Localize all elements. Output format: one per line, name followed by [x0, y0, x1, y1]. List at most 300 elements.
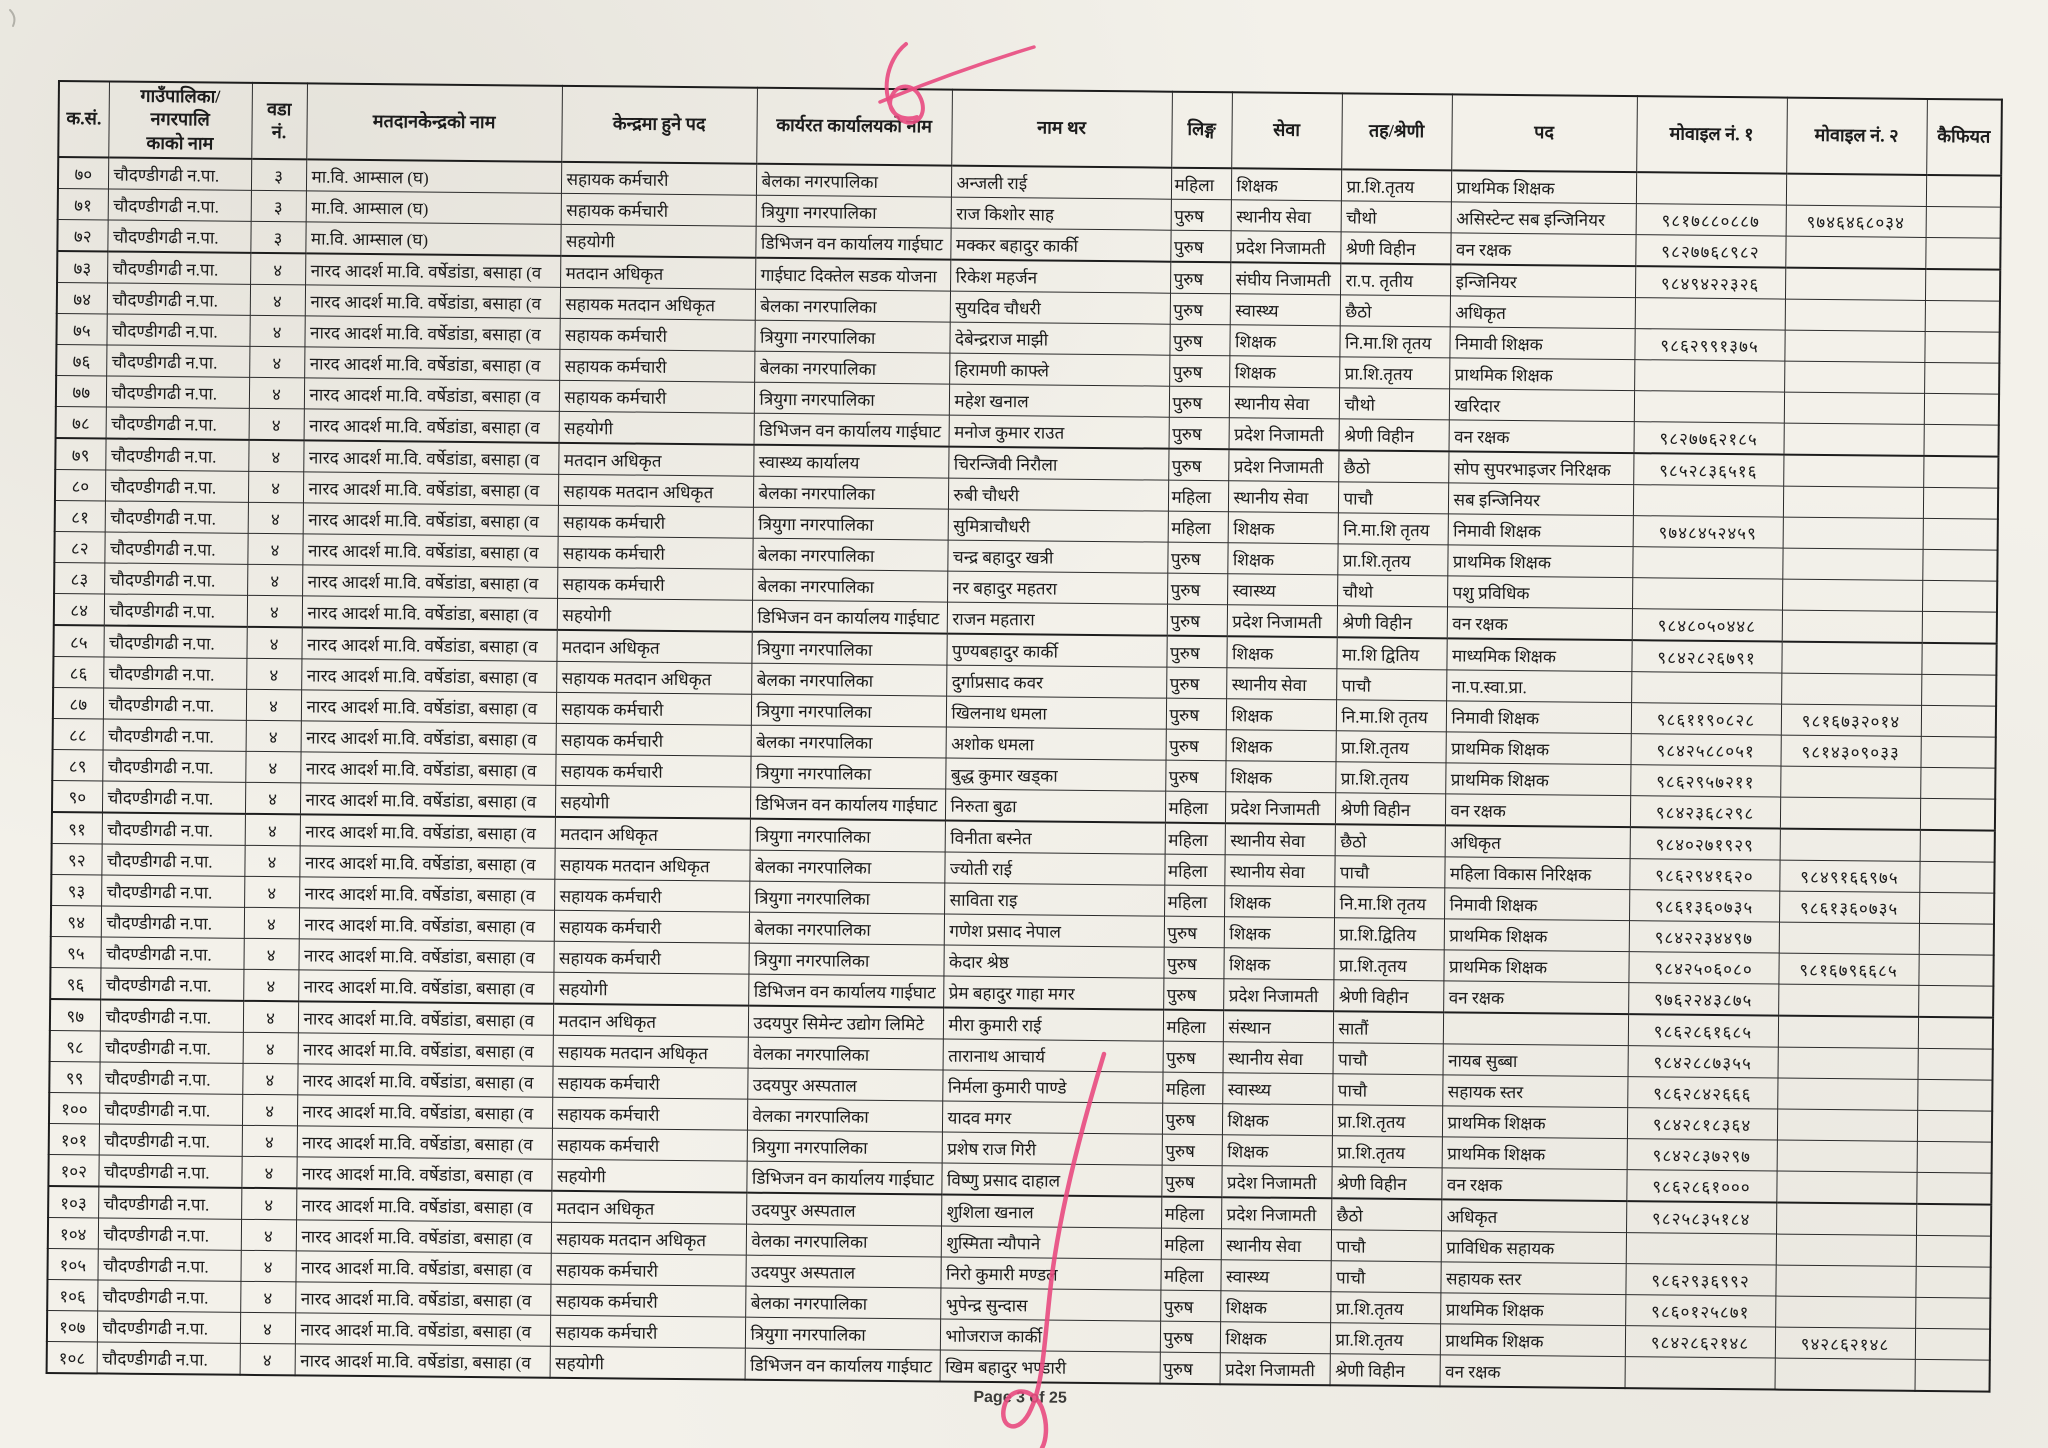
cell-name: विष्णु प्रसाद दाहाल: [941, 1163, 1161, 1197]
cell-name: मीरा कुमारी राई: [943, 1008, 1163, 1042]
cell-service: शिक्षक: [1225, 761, 1335, 793]
cell-ward: ४: [244, 907, 299, 939]
cell-ward: ३: [251, 191, 306, 223]
cell-mobile2: [1778, 984, 1918, 1017]
cell-ward: ४: [246, 690, 301, 722]
cell-gender: पुरुष: [1160, 1290, 1220, 1322]
cell-ward: ४: [244, 845, 299, 877]
header-serial-number: क.सं.: [58, 81, 109, 158]
cell-remark: [1919, 862, 1994, 894]
cell-remark: [1915, 1298, 1990, 1330]
cell-service: स्थानीय सेवा: [1226, 668, 1336, 700]
cell-service: शिक्षक: [1226, 699, 1336, 731]
cell-service: स्वास्थ्य: [1230, 294, 1340, 326]
cell-municipality: चौदण्डीगढी न.पा.: [104, 563, 247, 595]
cell-ward: ४: [249, 378, 304, 410]
cell-gender: पुरुष: [1160, 1352, 1220, 1384]
cell-ward: ४: [242, 1125, 297, 1157]
cell-name: मनोज कुमार राउत: [949, 415, 1169, 449]
cell-center: नारद आदर्श मा.वि. वर्षेडांडा, बसाहा (व: [304, 347, 559, 380]
cell-center: नारद आदर्श मा.वि. वर्षेडांडा, बसाहा (व: [302, 596, 557, 630]
cell-center: नारद आदर्श मा.वि. वर्षेडांडा, बसाहा (व: [296, 1189, 551, 1223]
cell-level: पाचौ: [1334, 856, 1444, 888]
cell-post: प्राथमिक शिक्षक: [1443, 950, 1628, 983]
cell-sn: ८९: [52, 750, 102, 781]
cell-service: शिक्षक: [1222, 1104, 1332, 1136]
cell-ward: ४: [247, 534, 302, 566]
cell-office: त्रियुगा नगरपालिका: [753, 507, 948, 540]
cell-remark: [1921, 675, 1996, 707]
header-post: पद: [1451, 94, 1637, 172]
cell-office: उदयपुर सिमेन्ट उद्योग लिमिटे: [748, 1006, 943, 1039]
cell-mobile1: ९८६२८६१०००: [1626, 1170, 1776, 1203]
cell-ward: ४: [241, 1219, 296, 1251]
cell-role: सहयोगी: [555, 785, 750, 818]
cell-post: असिस्टेन्ट सब इन्जिनियर: [1451, 202, 1636, 235]
cell-role: मतदान अधिकृत: [558, 443, 753, 476]
cell-mobile1: ९८४२८३७२९७: [1627, 1139, 1777, 1171]
cell-remark: [1919, 893, 1994, 925]
cell-sn: ७६: [56, 345, 106, 376]
cell-mobile1: [1632, 578, 1782, 610]
cell-post: ना.प.स्वा.प्रा.: [1446, 670, 1631, 703]
cell-mobile1: [1625, 1357, 1775, 1390]
cell-remark: [1925, 238, 2000, 270]
cell-role: सहायक कर्मचारी: [554, 879, 749, 912]
cell-office: बेलका नगरपालिका: [752, 538, 947, 571]
cell-municipality: चौदण्डीगढी न.पा.: [103, 657, 246, 689]
cell-sn: ७०: [58, 157, 108, 189]
cell-remark: [1920, 737, 1995, 769]
cell-mobile2: [1777, 1078, 1917, 1110]
cell-municipality: चौदण्डीगढी न.पा.: [100, 1000, 243, 1033]
cell-remark: [1923, 425, 1998, 457]
cell-service: प्रदेश निजामती: [1220, 1353, 1330, 1386]
cell-post: वन रक्षक: [1445, 794, 1630, 827]
cell-center: नारद आदर्श मा.वि. वर्षेडांडा, बसाहा (व: [295, 1251, 550, 1284]
cell-municipality: चौदण्डीगढी न.पा.: [98, 1187, 241, 1220]
cell-remark: [1924, 363, 1999, 395]
cell-mobile2: [1782, 579, 1922, 611]
cell-role: सहायक मतदान अधिकृत: [551, 1222, 746, 1255]
cell-service: प्रदेश निजामती: [1230, 231, 1340, 264]
cell-mobile1: ९८४२३६८२९८: [1630, 796, 1780, 829]
table-body: [47, 157, 2002, 1392]
cell-post: प्राथमिक शिक्षक: [1442, 1137, 1627, 1170]
cell-name: यादव मगर: [942, 1101, 1162, 1134]
cell-name: भाोजराज कार्की: [940, 1319, 1160, 1352]
cell-municipality: चौदण्डीगढी न.पा.: [106, 376, 249, 408]
cell-office: बेलका नगरपालिका: [751, 663, 946, 696]
cell-level: प्रा.शि.तृतय: [1339, 357, 1449, 389]
cell-ward: ४: [249, 409, 304, 441]
cell-name: भुपेन्द्र सुन्दास: [940, 1288, 1160, 1321]
cell-role: सहायक कर्मचारी: [556, 723, 751, 756]
cell-sn: ८२: [54, 532, 104, 563]
cell-name: पुण्यबहादुर कार्की: [946, 634, 1166, 668]
cell-municipality: चौदण्डीगढी न.पा.: [103, 688, 246, 720]
cell-municipality: चौदण्डीगढी न.पा.: [100, 1031, 243, 1063]
cell-ward: ४: [241, 1156, 296, 1188]
cell-center: नारद आदर्श मा.वि. वर्षेडांडा, बसाहा (व: [295, 1313, 550, 1346]
polling-staff-table: [46, 80, 2003, 1393]
scanned-table-region: [46, 80, 2003, 1407]
cell-sn: १०५: [47, 1249, 97, 1280]
cell-ward: ४: [246, 659, 301, 691]
cell-office: डिभिजन वन कार्यालय गाईघाट: [750, 787, 945, 820]
cell-level: श्रेणी विहीन: [1337, 606, 1447, 639]
cell-mobile2: ९८१६७३२०१४: [1781, 704, 1921, 736]
cell-mobile1: [1634, 360, 1784, 392]
cell-role: सहायक कर्मचारी: [559, 318, 754, 351]
cell-service: संघीय निजामती: [1230, 262, 1340, 295]
cell-service: स्थानीय सेवा: [1223, 1042, 1333, 1074]
cell-municipality: चौदण्डीगढी न.पा.: [100, 968, 243, 1001]
cell-post: वन रक्षक: [1441, 1168, 1626, 1201]
cell-center: नारद आदर्श मा.वि. वर्षेडांडा, बसाहा (व: [295, 1282, 550, 1315]
cell-sn: १०६: [47, 1280, 97, 1311]
cell-service: स्थानीय सेवा: [1225, 823, 1335, 856]
cell-ward: ४: [240, 1281, 295, 1313]
cell-gender: पुरुष: [1170, 262, 1230, 294]
cell-remark: [1918, 1017, 1993, 1049]
cell-municipality: चौदण्डीगढी न.पा.: [106, 314, 249, 346]
cell-municipality: चौदण्डीगढी न.पा.: [98, 1155, 241, 1188]
cell-mobile2: [1783, 486, 1923, 518]
cell-level: प्रा.शि.तृतय: [1336, 731, 1446, 763]
cell-municipality: चौदण्डीगढी न.पा.: [103, 626, 246, 659]
cell-service: शिक्षक: [1226, 730, 1336, 762]
cell-gender: पुरुष: [1166, 729, 1226, 761]
cell-post: प्राथमिक शिक्षक: [1447, 545, 1632, 578]
cell-post: नायब सुब्बा: [1443, 1044, 1628, 1077]
cell-remark: [1923, 456, 1998, 488]
cell-post: प्राथमिक शिक्षक: [1445, 763, 1630, 796]
cell-center: नारद आदर्श मा.वि. वर्षेडांडा, बसाहा (व: [300, 783, 555, 817]
cell-office: त्रियुगा नगरपालिका: [754, 382, 949, 415]
cell-mobile2: [1785, 299, 1925, 331]
cell-gender: पुरुष: [1166, 667, 1226, 699]
cell-center: नारद आदर्श मा.वि. वर्षेडांडा, बसाहा (व: [296, 1157, 551, 1191]
cell-mobile2: [1778, 1016, 1918, 1049]
cell-sn: ९३: [51, 875, 101, 906]
cell-municipality: चौदण्डीगढी न.पा.: [106, 345, 249, 377]
cell-office: डिभिजन वन कार्यालय गाईघाट: [755, 226, 950, 259]
cell-center: नारद आदर्श मा.वि. वर्षेडांडा, बसाहा (व: [298, 939, 553, 972]
cell-municipality: चौदण्डीगढी न.पा.: [108, 158, 251, 191]
cell-office: वेलका नगरपालिका: [748, 1037, 943, 1070]
cell-name: शुस्मिता न्यौपाने: [941, 1226, 1161, 1259]
cell-name: साविता राइ: [944, 883, 1164, 916]
cell-name: निरुता बुढा: [945, 789, 1165, 823]
cell-post: सहायक स्तर: [1440, 1262, 1625, 1295]
cell-center: नारद आदर्श मा.वि. वर्षेडांडा, बसाहा (व: [305, 254, 560, 288]
cell-post: पशु प्रविधिक: [1447, 576, 1632, 609]
cell-service: स्थानीय सेवा: [1221, 1229, 1331, 1261]
cell-level: प्रा.शि.तृतय: [1335, 762, 1445, 794]
cell-mobile1: ९७४८४५२४५९: [1633, 516, 1783, 548]
cell-sn: ८८: [53, 719, 103, 750]
cell-post: अधिकृत: [1441, 1200, 1626, 1233]
cell-gender: महिला: [1171, 168, 1231, 200]
cell-office: गाईघाट दिक्तेल सडक योजना: [755, 258, 950, 291]
cell-office: त्रियुगा नगरपालिका: [747, 1130, 942, 1163]
cell-mobile2: [1777, 1047, 1917, 1079]
cell-post: निमावी शिक्षक: [1446, 701, 1631, 734]
cell-remark: [1924, 394, 1999, 426]
cell-mobile2: ९८४९१६६९७५: [1779, 860, 1919, 892]
cell-mobile1: [1633, 485, 1783, 517]
cell-municipality: चौदण्डीगढी न.पा.: [102, 781, 245, 814]
cell-remark: [1924, 332, 1999, 364]
cell-name: बुद्ध कुमार खड्का: [945, 758, 1165, 791]
cell-name: निर्मला कुमारी पाण्डे: [942, 1070, 1162, 1103]
cell-remark: [1923, 519, 1998, 551]
cell-office: त्रियुगा नगरपालिका: [750, 756, 945, 789]
cell-office: डिभिजन वन कार्यालय गाईघाट: [746, 1161, 941, 1194]
cell-ward: ३: [250, 222, 305, 254]
cell-role: सहयोगी: [551, 1159, 746, 1192]
cell-post: सोप सुपरभाइजर निरिक्षक: [1448, 452, 1633, 485]
cell-level: श्रेणी विहीन: [1333, 980, 1443, 1013]
cell-name: प्रेम बहादुर गाहा मगर: [943, 976, 1163, 1010]
cell-role: सहायक मतदान अधिकृत: [556, 661, 751, 694]
cell-sn: ९९: [49, 1062, 99, 1093]
cell-level: श्रेणी विहीन: [1340, 232, 1450, 265]
cell-municipality: चौदण्डीगढी न.पा.: [99, 1093, 242, 1125]
cell-mobile1: ९८५२८३६५१६: [1633, 453, 1783, 486]
cell-mobile1: ९८४२५८८०५१: [1630, 734, 1780, 766]
cell-gender: महिला: [1163, 1010, 1223, 1042]
cell-service: शिक्षक: [1231, 168, 1341, 201]
cell-sn: ७९: [55, 438, 105, 470]
cell-post: प्राविधिक सहायक: [1441, 1231, 1626, 1264]
cell-level: छैठो: [1338, 450, 1448, 483]
cell-office: डिभिजन वन कार्यालय गाईघाट: [748, 974, 943, 1007]
cell-level: प्रा.शि.तृतय: [1330, 1292, 1440, 1324]
cell-service: शिक्षक: [1220, 1322, 1330, 1354]
cell-remark: [1919, 924, 1994, 956]
cell-gender: महिला: [1168, 480, 1228, 512]
cell-mobile2: [1780, 797, 1920, 830]
cell-center: नारद आदर्श मा.वि. वर्षेडांडा, बसाहा (व: [300, 815, 555, 849]
cell-gender: पुरुष: [1162, 1103, 1222, 1135]
cell-center: नारद आदर्श मा.वि. वर्षेडांडा, बसाहा (व: [298, 1033, 553, 1066]
cell-gender: पुरुष: [1163, 1041, 1223, 1073]
cell-sn: १०३: [48, 1186, 98, 1218]
cell-role: सहयोगी: [557, 598, 752, 631]
cell-sn: ८३: [54, 563, 104, 594]
cell-mobile1: ९८४२२३४४९७: [1629, 921, 1779, 953]
cell-service: शिक्षक: [1229, 356, 1339, 388]
cell-role: सहायक कर्मचारी: [557, 567, 752, 600]
cell-office: डिभिजन वन कार्यालय गाईघाट: [754, 413, 949, 446]
cell-mobile1: ९८६२८६१६८५: [1628, 1014, 1778, 1047]
cell-level: नि.मा.शि तृतय: [1336, 700, 1446, 732]
cell-office: डिभिजन वन कार्यालय गाईघाट: [752, 600, 947, 633]
cell-sn: ७२: [57, 220, 107, 252]
cell-center: नारद आदर्श मा.वि. वर्षेडांडा, बसाहा (व: [302, 534, 557, 567]
cell-service: प्रदेश निजामती: [1229, 418, 1339, 451]
cell-gender: पुरुष: [1169, 355, 1229, 387]
cell-gender: पुरुष: [1163, 947, 1223, 979]
cell-ward: ४: [242, 1063, 297, 1095]
cell-gender: पुरुष: [1164, 916, 1224, 948]
cell-gender: पुरुष: [1166, 698, 1226, 730]
cell-mobile2: [1785, 268, 1925, 301]
cell-post: प्राथमिक शिक्षक: [1442, 1106, 1627, 1139]
cell-role: सहायक मतदान अधिकृत: [553, 1035, 748, 1068]
cell-service: संस्थान: [1223, 1010, 1333, 1043]
cell-service: स्वास्थ्य: [1227, 574, 1337, 606]
header-mobile-2: मोवाइल नं. २: [1786, 98, 1927, 176]
cell-center: नारद आदर्श मा.वि. वर्षेडांडा, बसाहा (व: [302, 565, 557, 598]
cell-level: चौथो: [1337, 575, 1447, 607]
cell-post: वन रक्षक: [1448, 420, 1633, 453]
cell-mobile2: [1782, 548, 1922, 580]
header-municipality: गाउँपालिका/नगरपालि काको नाम: [108, 81, 252, 159]
cell-name: खिलनाथ धमला: [946, 696, 1166, 729]
cell-mobile1: ९८४२८८७३५५: [1628, 1046, 1778, 1078]
cell-municipality: चौदण्डीगढी न.पा.: [97, 1249, 240, 1281]
cell-service: शिक्षक: [1220, 1291, 1330, 1323]
cell-role: मतदान अधिकृत: [556, 630, 751, 663]
cell-office: उदयपुर अस्पताल: [746, 1193, 941, 1226]
cell-sn: १००: [49, 1093, 99, 1124]
cell-remark: [1916, 1173, 1991, 1205]
cell-ward: ४: [245, 814, 300, 846]
cell-sn: १०४: [48, 1218, 98, 1249]
cell-gender: पुरुष: [1170, 230, 1230, 262]
cell-municipality: चौदण्डीगढी न.पा.: [106, 407, 249, 440]
cell-level: प्रा.शि.तृतय: [1332, 1136, 1442, 1168]
cell-remark: [1925, 301, 2000, 333]
cell-ward: ४: [249, 347, 304, 379]
cell-remark: [1921, 706, 1996, 738]
cell-mobile2: [1783, 455, 1923, 488]
cell-service: प्रदेश निजामती: [1221, 1197, 1331, 1230]
cell-mobile1: ९८४२८६२१४८: [1625, 1326, 1775, 1358]
cell-service: शिक्षक: [1228, 512, 1338, 544]
page-number-label: Page 3 of 25: [973, 1388, 1067, 1407]
cell-municipality: चौदण्डीगढी न.पा.: [98, 1218, 241, 1250]
cell-gender: महिला: [1161, 1197, 1221, 1229]
cell-level: प्रा.शि.तृतय: [1337, 544, 1447, 576]
cell-remark: [1915, 1267, 1990, 1299]
cell-remark: [1925, 269, 2000, 301]
cell-remark: [1917, 1142, 1992, 1174]
cell-mobile2: [1784, 330, 1924, 362]
cell-mobile2: ९४२८६२१४८: [1775, 1327, 1915, 1359]
cell-mobile2: [1777, 1109, 1917, 1141]
cell-center: नारद आदर्श मा.वि. वर्षेडांडा, बसाहा (व: [297, 1095, 552, 1128]
cell-municipality: चौदण्डीगढी न.पा.: [104, 594, 247, 627]
cell-gender: पुरुष: [1167, 573, 1227, 605]
cell-ward: ४: [250, 253, 305, 285]
cell-municipality: चौदण्डीगढी न.पा.: [97, 1342, 240, 1375]
cell-role: सहायक कर्मचारी: [559, 349, 754, 382]
cell-post: माध्यमिक शिक्षक: [1446, 639, 1631, 672]
cell-role: सहायक कर्मचारी: [558, 505, 753, 538]
cell-gender: महिला: [1161, 1228, 1221, 1260]
cell-post: खरिदार: [1449, 389, 1634, 422]
cell-office: बेलका नगरपालिका: [749, 850, 944, 883]
cell-mobile1: [1632, 547, 1782, 579]
cell-mobile2: [1775, 1296, 1915, 1328]
cell-name: रिकेश महर्जन: [950, 260, 1170, 294]
cell-ward: ४: [241, 1188, 296, 1220]
cell-mobile1: [1631, 672, 1781, 704]
cell-level: प्रा.शि.तृतय: [1332, 1105, 1442, 1137]
cell-gender: पुरुष: [1168, 449, 1228, 481]
cell-mobile1: ९८१७८८०८८७: [1636, 204, 1786, 236]
cell-gender: महिला: [1164, 854, 1224, 886]
cell-office: बेलका नगरपालिका: [753, 476, 948, 509]
cell-name: सुमित्राचौधरी: [948, 509, 1168, 542]
cell-post: वन रक्षक: [1450, 233, 1635, 266]
cell-level: पाचौ: [1336, 669, 1446, 701]
cell-service: शिक्षक: [1222, 1135, 1332, 1167]
cell-office: वेलका नगरपालिका: [746, 1224, 941, 1257]
cell-mobile1: ९८२५८३५१८४: [1626, 1201, 1776, 1234]
cell-office: बेलका नगरपालिका: [755, 289, 950, 322]
cell-mobile1: ९८६२९५७२११: [1630, 765, 1780, 797]
cell-ward: ४: [242, 1094, 297, 1126]
cell-mobile2: [1783, 423, 1923, 456]
cell-gender: पुरुष: [1170, 293, 1230, 325]
cell-mobile1: [1626, 1233, 1776, 1265]
cell-sn: ८४: [54, 594, 104, 626]
cell-sn: ९७: [50, 999, 100, 1031]
cell-level: पाचौ: [1331, 1230, 1441, 1262]
cell-remark: [1918, 986, 1993, 1018]
cell-level: प्रा.शि.तृतय: [1341, 169, 1451, 202]
cell-gender: पुरुष: [1169, 386, 1229, 418]
cell-role: सहायक कर्मचारी: [552, 1128, 747, 1161]
cell-post: निमावी शिक्षक: [1448, 514, 1633, 547]
cell-level: प्रा.शि.द्वितिय: [1334, 918, 1444, 950]
cell-post: अधिकृत: [1445, 826, 1630, 859]
cell-remark: [1917, 1111, 1992, 1143]
cell-role: सहयोगी: [553, 972, 748, 1005]
cell-office: डिभिजन वन कार्यालय गाईघाट: [745, 1348, 940, 1381]
cell-name: गणेश प्रसाद नेपाल: [944, 914, 1164, 947]
cell-service: शिक्षक: [1227, 543, 1337, 575]
cell-post: प्राथमिक शिक्षक: [1449, 358, 1634, 391]
cell-office: उदयपुर अस्पताल: [745, 1255, 940, 1288]
cell-name: केदार श्रेष्ठ: [943, 945, 1163, 978]
cell-municipality: चौदण्डीगढी न.पा.: [101, 906, 244, 938]
cell-role: सहायक कर्मचारी: [557, 536, 752, 569]
cell-ward: ३: [251, 159, 306, 191]
header-full-name: नाम थर: [951, 90, 1172, 168]
cell-level: छैठो: [1340, 295, 1450, 327]
cell-mobile1: ९८२७७६८९८२: [1635, 235, 1785, 268]
cell-role: सहायक कर्मचारी: [556, 692, 751, 725]
cell-mobile2: [1781, 673, 1921, 705]
cell-gender: पुरुष: [1160, 1321, 1220, 1353]
cell-post: निमावी शिक्षक: [1449, 327, 1634, 360]
cell-gender: पुरुष: [1169, 324, 1229, 356]
cell-service: स्थानीय सेवा: [1224, 855, 1334, 887]
cell-gender: महिला: [1168, 511, 1228, 543]
cell-service: स्वास्थ्य: [1222, 1073, 1332, 1105]
cell-ward: ४: [248, 503, 303, 535]
cell-sn: ७८: [56, 407, 106, 439]
cell-center: नारद आदर्श मा.वि. वर्षेडांडा, बसाहा (व: [301, 690, 556, 723]
cell-service: स्वास्थ्य: [1220, 1260, 1330, 1292]
header-center-role: केन्द्रमा हुने पद: [561, 86, 757, 164]
